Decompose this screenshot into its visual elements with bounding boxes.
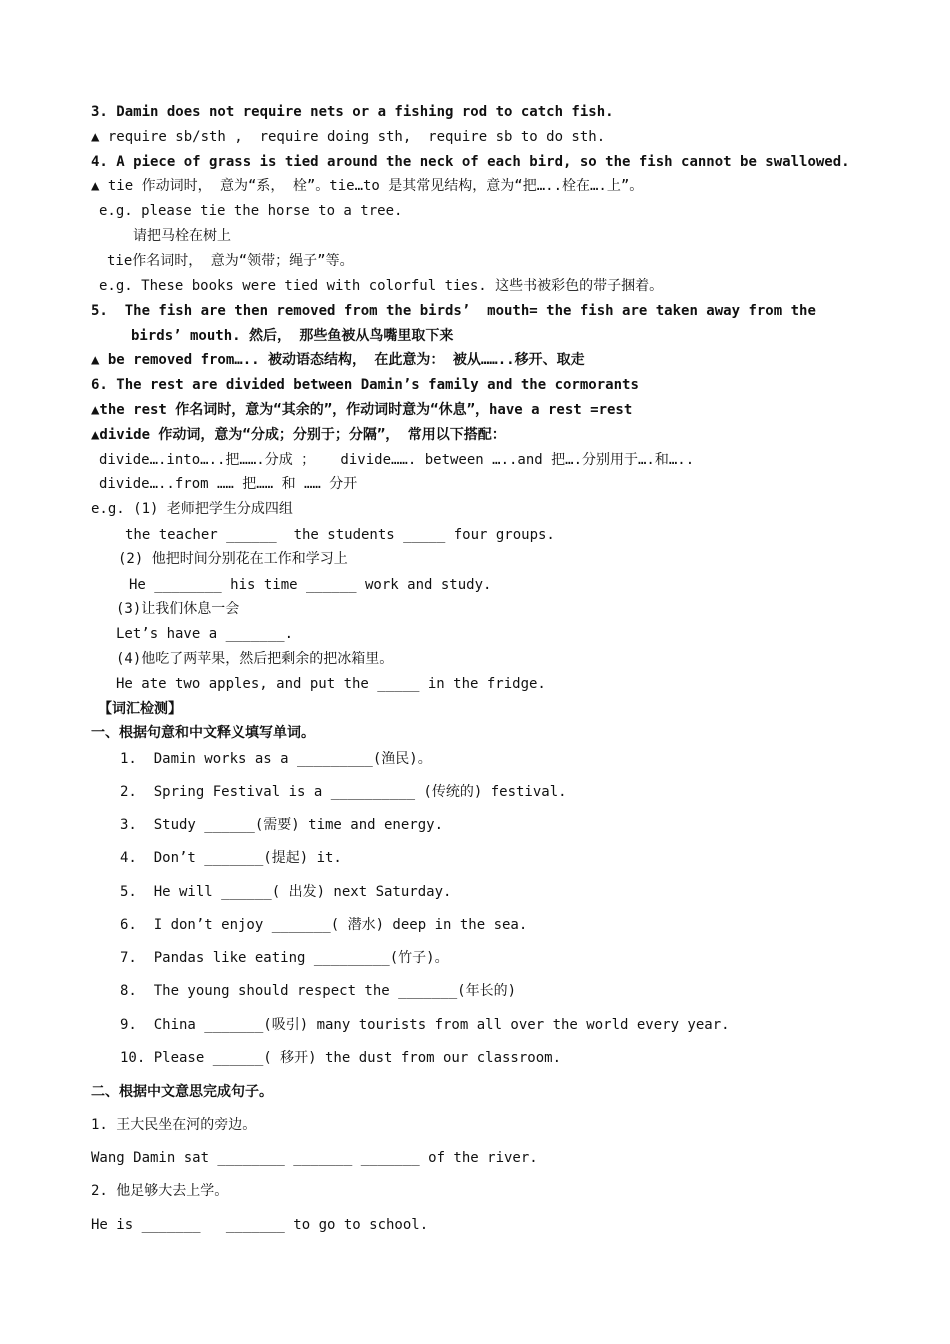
example-1-zh: e.g. (1) 老师把学生分成四组 — [91, 501, 293, 517]
item-5-sentence: 5. The fish are then removed from the birds’ mouth= the fish are taken away from the — [91, 303, 816, 319]
tie-noun-note: tie作名词时， 意为“领带；绳子”等。 — [107, 253, 354, 269]
require-usage-note: ▲ require sb/sth , require doing sth, require sb to do sth. — [91, 129, 606, 145]
example-2-en: He ________ his time ______ work and study. — [129, 577, 492, 593]
item-5-sentence-cont: birds’ mouth. 然后， 那些鱼被从鸟嘴里取下来 — [131, 328, 454, 344]
tie-verb-note: ▲ tie 作动词时， 意为“系， 栓”。tie…to 是其常见结构，意为“把…..栓在….上”。 — [91, 178, 644, 194]
sentence-2-zh: 2. 他足够大去上学。 — [91, 1183, 229, 1199]
section-1-heading: 一、根据句意和中文释义填写单词。 — [91, 725, 315, 741]
tie-example-en: e.g. please tie the horse to a tree. — [99, 203, 403, 219]
item-3-sentence: 3. Damin does not require nets or a fishing rod to catch fish. — [91, 104, 614, 120]
example-3-en: Let’s have a _______. — [116, 626, 294, 642]
the-rest-note: ▲the rest 作名词时，意为“其余的”，作动词时意为“休息”，have a rest =rest — [91, 402, 633, 418]
be-removed-note: ▲ be removed from….. 被动语态结构， 在此意为： 被从……..移开、取走 — [91, 352, 585, 368]
vocab-item-4: 4. Don’t _______(提起) it. — [120, 850, 342, 866]
vocab-item-6: 6. I don’t enjoy _______( 潜水) deep in the sea. — [120, 917, 528, 933]
tie-example-zh: 请把马栓在树上 — [133, 228, 231, 244]
example-4-en: He ate two apples, and put the _____ in the fridge. — [116, 676, 546, 692]
example-2-zh: (2) 他把时间分别花在工作和学习上 — [118, 551, 348, 567]
vocab-item-10: 10. Please ______( 移开) the dust from our classroom. — [120, 1050, 562, 1066]
tie-noun-example: e.g. These books were tied with colorful ties. 这些书被彩色的带子捆着。 — [99, 278, 664, 294]
divide-patterns-2: divide…..from …… 把…… 和 …… 分开 — [99, 476, 358, 492]
vocab-check-heading: 【词汇检测】 — [98, 701, 182, 717]
vocab-item-8: 8. The young should respect the _______(年长的) — [120, 983, 517, 999]
vocab-item-9: 9. China _______(吸引) many tourists from all over the world every year. — [120, 1017, 730, 1033]
vocab-item-1: 1. Damin works as a _________(渔民)。 — [120, 751, 432, 767]
sentence-2-en: He is _______ _______ to go to school. — [91, 1217, 429, 1233]
vocab-item-2: 2. Spring Festival is a __________ (传统的) festival. — [120, 784, 567, 800]
example-3-zh: (3)让我们休息一会 — [116, 601, 240, 617]
vocab-item-5: 5. He will ______( 出发) next Saturday. — [120, 884, 452, 900]
item-6-sentence: 6. The rest are divided between Damin’s family and the cormorants — [91, 377, 639, 393]
section-2-heading: 二、根据中文意思完成句子。 — [91, 1084, 273, 1100]
sentence-1-en: Wang Damin sat ________ _______ _______ of the river. — [91, 1150, 538, 1166]
example-1-en: the teacher ______ the students _____ four groups. — [125, 527, 555, 543]
sentence-1-zh: 1. 王大民坐在河的旁边。 — [91, 1117, 257, 1133]
item-4-sentence: 4. A piece of grass is tied around the neck of each bird, so the fish cannot be swallowed. — [91, 154, 850, 170]
vocab-item-7: 7. Pandas like eating _________(竹子)。 — [120, 950, 449, 966]
divide-patterns-1: divide….into…..把…….分成 ； divide……. between …..and 把….分别用于….和….. — [99, 452, 695, 468]
vocab-item-3: 3. Study ______(需要) time and energy. — [120, 817, 444, 833]
example-4-zh: (4)他吃了两苹果，然后把剩余的把冰箱里。 — [116, 651, 394, 667]
divide-note: ▲divide 作动词，意为“分成；分别于；分隔”， 常用以下搭配： — [91, 427, 506, 443]
